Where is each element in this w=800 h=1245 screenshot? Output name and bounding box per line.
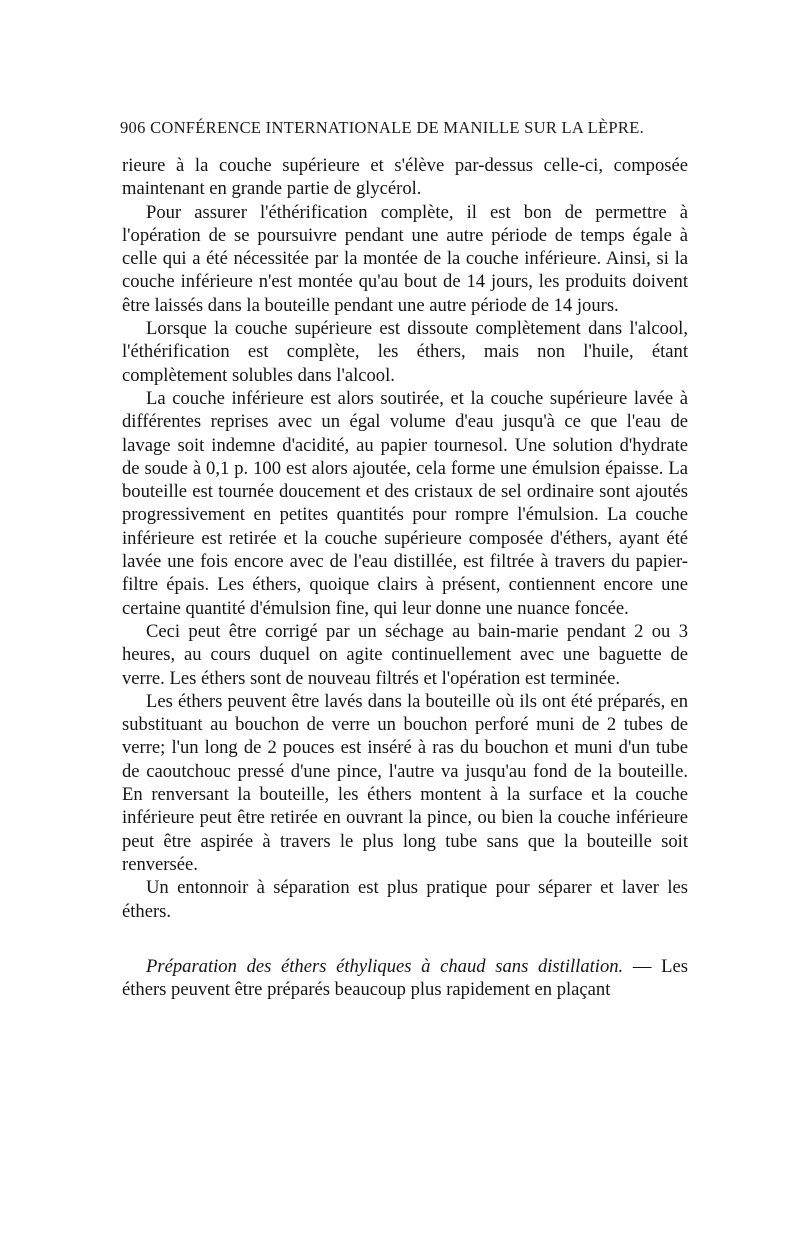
paragraph-drying: Ceci peut être corrigé par un séchage au bain-marie pendant 2 ou 3 heures, au cours duquel on agite continuellement avec une baguette de verre. Les éthers sont de nouveau filtrés et l'opération est terminée.: [122, 620, 688, 689]
paragraph-separating-funnel: Un entonnoir à séparation est plus pratique pour séparer et laver les éthers.: [122, 877, 688, 922]
section-title: Préparation des éthers éthyliques à chaud sans distillation.: [146, 955, 624, 977]
paragraph-dissolution: Lorsque la couche supérieure est dissoute complètement dans l'alcool, l'éthérification est complète, les éthers, mais non l'huile, étant complètement solubles dans l'alcool.: [122, 318, 688, 386]
paragraph-continuation: rieure à la couche supérieure et s'élève par-dessus celle-ci, composée maintenant en grande partie de glycérol.: [122, 155, 688, 200]
section-text: Les éthers peuvent être préparés beaucoup plus rapidement en plaçant: [122, 955, 689, 1001]
paragraph-washing: La couche inférieure est alors soutirée, et la couche supérieure lavée à différentes reprises avec un égal volume d'eau jusqu'à ce que l'eau de lavage soit indemne d'acidité, au papier tournesol. Une solution d'hydrate de soude à 0,1 p. 100 est alors ajoutée, cela forme une émulsion épaisse. La bouteille est tournée doucement et des cristaux de sel ordinaire sont ajoutés progressivement en petites quantités pour rompre l'émulsion. La couche inférieure est retirée et la couche supérieure composée d'éthers, ayant été lavée une fois encore avec de l'eau distillée, est filtrée à travers du papier-filtre épais. Les éthers, quoique clairs à présent, contiennent encore une certaine quantité d'émulsion fine, qui leur donne une nuance foncée.: [122, 387, 688, 619]
paragraph-bottle-washing: Les éthers peuvent être lavés dans la bouteille où ils ont été préparés, en substituant au bouchon de verre un bouchon perforé muni de 2 tubes de verre; l'un long de 2 pouces est inséré à ras du bouchon et muni d'un tube de caoutchouc pressé d'une pince, l'autre va jusqu'au fond de la bouteille. En renversant la bouteille, les éthers montent à la surface et la couche inférieure peut être retirée en ouvrant la pince, ou bien la couche inférieure peut être aspirée à travers le plus long tube sans que la bouteille soit renversée.: [122, 690, 688, 875]
body-text: [122, 154, 688, 1001]
paragraph-etherification: Pour assurer l'éthérification complète, il est bon de permettre à l'opération de se poursuivre pendant une autre période de temps égale à celle qui a été nécessitée par la montée de la couche inférieure. Ainsi, si la couche inférieure n'est montée qu'au bout de 14 jours, les produits doivent être laissés dans la bouteille pendant une autre période de 14 jours.: [122, 201, 688, 316]
section-dash: —: [623, 955, 662, 977]
section-paragraph: [122, 955, 688, 1002]
running-header: 906 CONFÉRENCE INTERNATIONALE DE MANILLE SUR LA LÈPRE.: [120, 118, 645, 137]
